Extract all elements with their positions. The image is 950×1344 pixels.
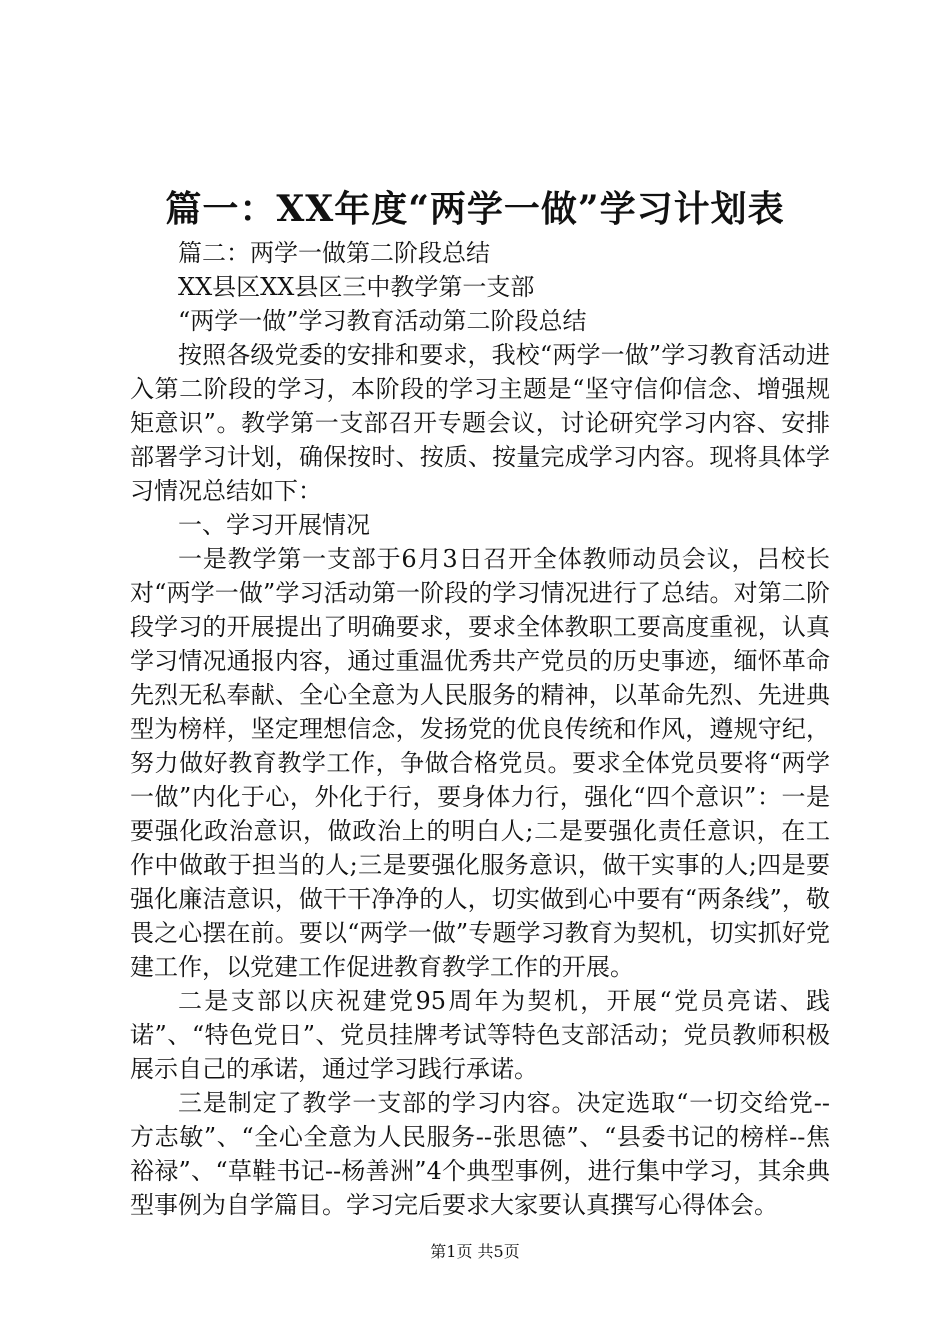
subtitle-line: “两学一做”学习教育活动第二阶段总结 xyxy=(178,307,587,335)
organization-line: XX县区XX县区三中教学第一支部 xyxy=(178,273,535,301)
intro-paragraph: 按照各级党委的安排和要求，我校“两学一做”学习教育活动进入第二阶段的学习，本阶段的学习主题是“坚守信仰信念、增强规矩意识”。教学第一支部召开专题会议，讨论研究学习内容、安排部署学习计划，确保按时、按质、按量完成学习内容。现将具体学习情况总结如下： xyxy=(130,341,830,505)
subheading: 一、学习开展情况 xyxy=(178,511,370,539)
document-title: 篇一：XX年度“两学一做”学习计划表 xyxy=(165,188,785,230)
body-paragraph: 三是制定了教学一支部的学习内容。决定选取“一切交给党--方志敏”、“全心全意为人民服务--张思德”、“县委书记的榜样--焦裕禄”、“草鞋书记--杨善洲”4个典型事例，进行集中学习，其余典型事例为自学篇目。学习完后要求大家要认真撰写心得体会。 xyxy=(130,1089,830,1219)
document-body xyxy=(130,236,830,1222)
section-heading: 篇二：两学一做第二阶段总结 xyxy=(178,239,490,267)
page-footer: 第1页 共5页 xyxy=(430,1242,520,1261)
body-paragraph: 一是教学第一支部于6月3日召开全体教师动员会议，吕校长对“两学一做”学习活动第一阶段的学习情况进行了总结。对第二阶段学习的开展提出了明确要求，要求全体教职工要高度重视，认真学习情况通报内容，通过重温优秀共产党员的历史事迹，缅怀革命先烈无私奉献、全心全意为人民服务的精神，以革命先烈、先进典型为榜样，坚定理想信念，发扬党的优良传统和作风，遵规守纪，努力做好教育教学工作，争做合格党员。要求全体党员要将“两学一做”内化于心，外化于行，要身体力行，强化“四个意识”：一是要强化政治意识，做政治上的明白人;二是要强化责任意识，在工作中做敢于担当的人;三是要强化服务意识，做干实事的人;四是要强化廉洁意识，做干干净净的人，切实做到心中要有“两条线”，敬畏之心摆在前。要以“两学一做”专题学习教育为契机，切实抓好党建工作，以党建工作促进教育教学工作的开展。 xyxy=(130,545,830,981)
body-paragraph: 二是支部以庆祝建党95周年为契机，开展“党员亮诺、践诺”、“特色党日”、党员挂牌考试等特色支部活动；党员教师积极展示自己的承诺，通过学习践行承诺。 xyxy=(130,987,830,1083)
